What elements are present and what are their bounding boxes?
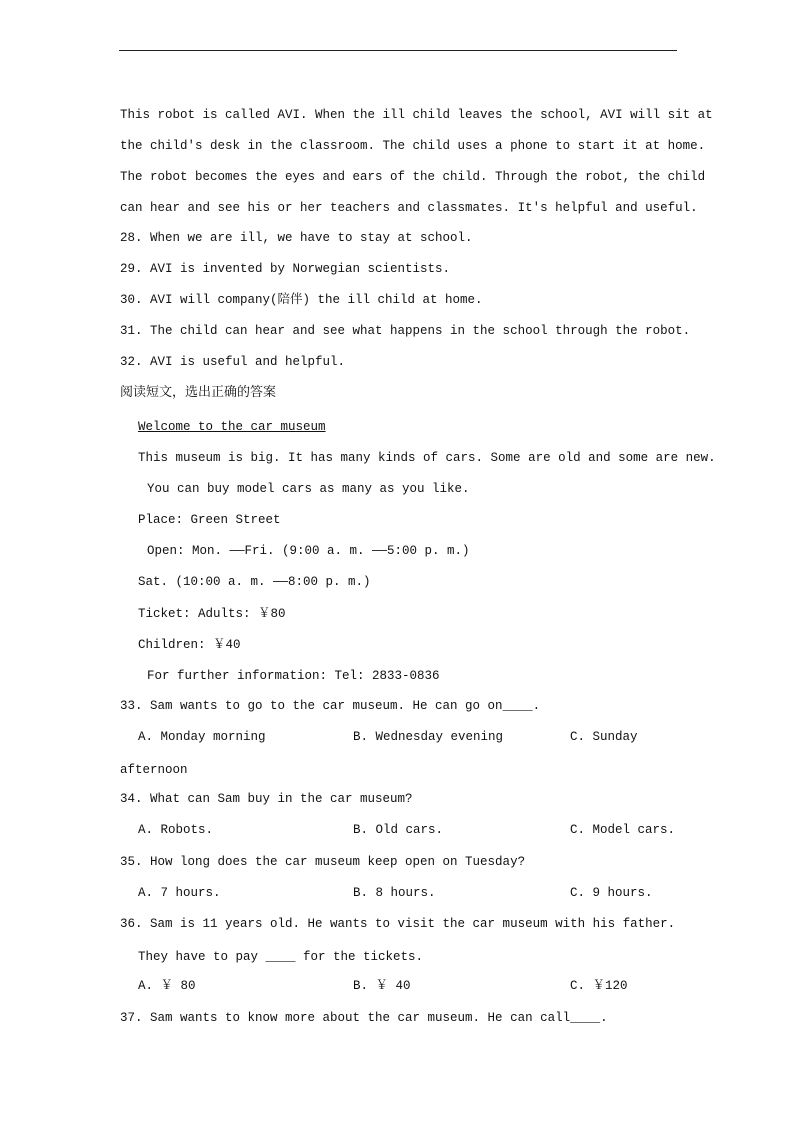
notice-line: You can buy model cars as many as you like. — [147, 482, 470, 496]
notice-saturday-hours: Sat. (10:00 a. m. ——8:00 p. m.) — [138, 575, 371, 589]
section-heading: 阅读短文，选出正确的答案 — [120, 385, 277, 400]
option-c: C. Sunday — [570, 730, 638, 744]
option-b: B. 8 hours. — [353, 886, 436, 900]
notice-ticket-children: Children: ￥40 — [138, 638, 241, 652]
passage-line: the child's desk in the classroom. The child uses a phone to start it at home. — [120, 139, 706, 153]
question-text-continued: They have to pay ____ for the tickets. — [138, 950, 424, 964]
option-c: C. ￥120 — [570, 979, 628, 993]
option-a: A. Monday morning — [138, 730, 266, 744]
passage-line: This robot is called AVI. When the ill child leaves the school, AVI will sit at — [120, 108, 713, 122]
question-text: 37. Sam wants to know more about the car museum. He can call____. — [120, 1011, 608, 1025]
option-c-wrap: afternoon — [120, 763, 188, 777]
question-28: 28. When we are ill, we have to stay at school. — [120, 231, 473, 245]
question-text: 34. What can Sam buy in the car museum? — [120, 792, 413, 806]
option-c: C. Model cars. — [570, 823, 676, 837]
question-30: 30. AVI will company(陪伴) the ill child at home. — [120, 293, 483, 307]
option-b: B. Old cars. — [353, 823, 444, 837]
header-rule — [119, 50, 677, 51]
option-b: B. ￥ 40 — [353, 979, 411, 993]
notice-ticket-adults: Ticket: Adults: ￥80 — [138, 607, 286, 621]
option-c: C. 9 hours. — [570, 886, 653, 900]
passage-line: can hear and see his or her teachers and classmates. It's helpful and useful. — [120, 201, 698, 215]
option-a: A. Robots. — [138, 823, 214, 837]
notice-title: Welcome to the car museum — [138, 420, 326, 434]
question-29: 29. AVI is invented by Norwegian scientists. — [120, 262, 451, 276]
question-text: 33. Sam wants to go to the car museum. He can go on____. — [120, 699, 541, 713]
question-32: 32. AVI is useful and helpful. — [120, 355, 346, 369]
question-31: 31. The child can hear and see what happens in the school through the robot. — [120, 324, 691, 338]
passage-line: The robot becomes the eyes and ears of the child. Through the robot, the child — [120, 170, 706, 184]
option-b: B. Wednesday evening — [353, 730, 504, 744]
notice-line: This museum is big. It has many kinds of cars. Some are old and some are new. — [138, 451, 716, 465]
notice-open-hours: Open: Mon. ——Fri. (9:00 a. m. ——5:00 p. m.) — [147, 544, 470, 558]
option-a: A. ￥ 80 — [138, 979, 196, 993]
question-text: 35. How long does the car museum keep open on Tuesday? — [120, 855, 526, 869]
question-text: 36. Sam is 11 years old. He wants to visit the car museum with his father. — [120, 917, 676, 931]
notice-further-info: For further information: Tel: 2833-0836 — [147, 669, 440, 683]
option-a: A. 7 hours. — [138, 886, 221, 900]
notice-place: Place: Green Street — [138, 513, 281, 527]
